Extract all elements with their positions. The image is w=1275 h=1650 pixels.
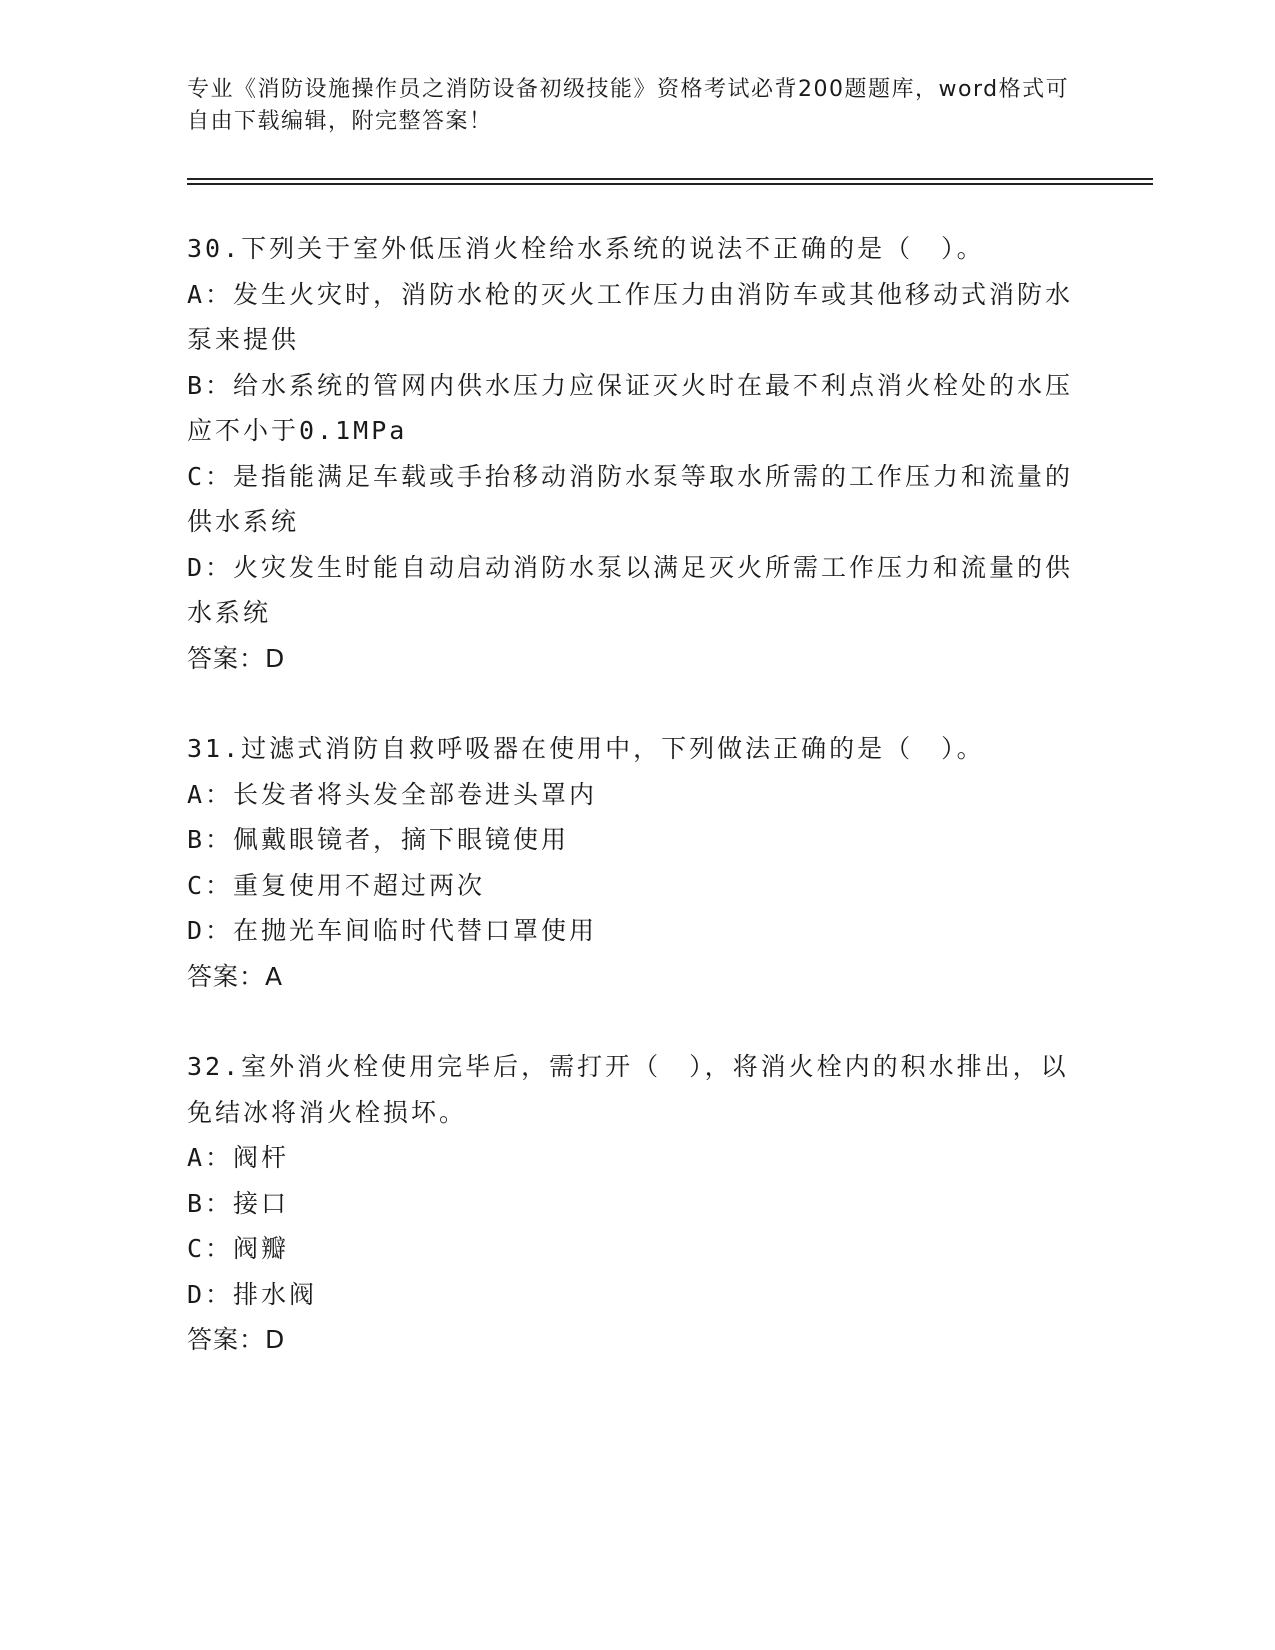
header-divider-bottom: [187, 183, 1153, 185]
question-32: [187, 1044, 1087, 1363]
header-divider-top: [187, 178, 1153, 180]
option-c: C：是指能满足车载或手抬移动消防水泵等取水所需的工作压力和流量的供水系统: [187, 461, 1074, 536]
option-d: D：火灾发生时能自动启动消防水泵以满足灭火所需工作压力和流量的供水系统: [187, 552, 1074, 627]
option-d: D：排水阀: [187, 1279, 318, 1309]
answer: 答案：D: [187, 643, 286, 673]
question-stem: 32.室外消火栓使用完毕后，需打开（ ），将消火栓内的积水排出，以免结冰将消火栓损坏。: [187, 1052, 1069, 1127]
option-b: B：给水系统的管网内供水压力应保证灭火时在最不利点消火栓处的水压应不小于0.1MPa: [187, 370, 1074, 445]
answer: 答案：D: [187, 1325, 286, 1354]
option-d: D：在抛光车间临时代替口罩使用: [187, 916, 598, 945]
option-c: C：重复使用不超过两次: [187, 870, 486, 900]
question-stem: 30.下列关于室外低压消火栓给水系统的说法不正确的是（ ）。: [187, 234, 985, 263]
answer: 答案：A: [187, 961, 284, 991]
option-c: C：阀瓣: [187, 1234, 290, 1263]
question-list: [187, 226, 1087, 1408]
option-b: B：接口: [187, 1188, 290, 1218]
option-a: A：阀杆: [187, 1143, 290, 1172]
question-30: [187, 226, 1087, 681]
option-a: A：发生火灾时，消防水枪的灭火工作压力由消防车或其他移动式消防水泵来提供: [187, 279, 1074, 354]
document-header: [187, 74, 1077, 138]
question-stem: 31.过滤式消防自救呼吸器在使用中，下列做法正确的是（ ）。: [187, 734, 985, 763]
header-text: 专业《消防设施操作员之消防设备初级技能》资格考试必背200题题库，word格式可自由下载编辑，附完整答案！: [187, 77, 1070, 134]
option-b: B：佩戴眼镜者，摘下眼镜使用: [187, 825, 570, 854]
question-31: [187, 726, 1087, 999]
option-a: A：长发者将头发全部卷进头罩内: [187, 779, 598, 809]
